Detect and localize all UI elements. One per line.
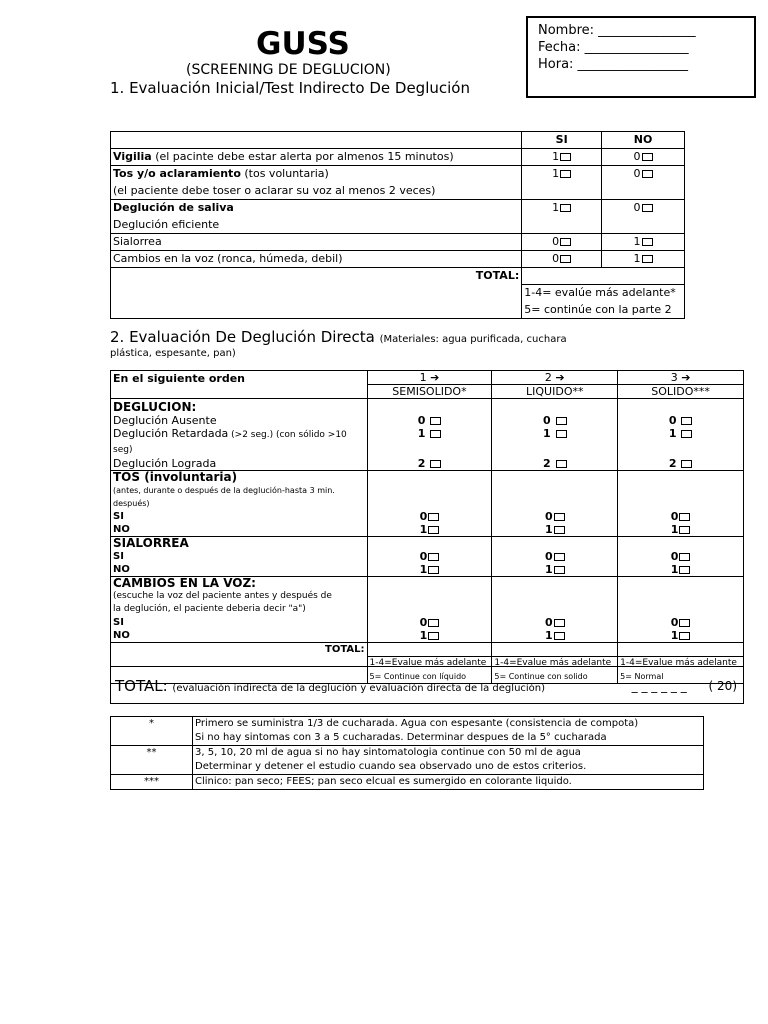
option-value: 2 xyxy=(543,457,551,470)
note-liquido-b: 5= Continue con solido xyxy=(492,670,618,684)
checkbox[interactable] xyxy=(560,153,571,161)
table-row xyxy=(111,746,704,761)
tos-no: NO xyxy=(111,523,368,537)
deglucion-ausente: Deglución Ausente xyxy=(111,414,368,427)
checkbox[interactable] xyxy=(556,460,567,468)
checkbox[interactable] xyxy=(679,553,690,561)
tos-desc-2: después) xyxy=(111,497,368,510)
checkbox[interactable] xyxy=(560,255,571,263)
footnote-text: Primero se suministra 1/3 de cucharada. Agua con espesante (consistencia de compota) xyxy=(193,717,704,732)
arrow-right-icon: ➔ xyxy=(555,371,565,384)
checkbox[interactable] xyxy=(428,526,439,534)
option-value: 1 xyxy=(668,427,677,440)
checkbox[interactable] xyxy=(428,632,439,640)
sialorrea-si: SI xyxy=(111,550,368,563)
note-solido-a: 1-4=Evalue más adelante xyxy=(618,656,744,670)
checkbox[interactable] xyxy=(642,170,653,178)
no-value: 1 xyxy=(633,252,641,265)
checkbox[interactable] xyxy=(681,460,692,468)
checkbox[interactable] xyxy=(554,632,565,640)
checkbox[interactable] xyxy=(430,460,441,468)
option-value: 1 xyxy=(544,563,553,576)
checkbox[interactable] xyxy=(554,566,565,574)
si-value: 1 xyxy=(552,150,560,163)
total-solido[interactable] xyxy=(618,643,744,657)
total-note-2: 5= continúe con la parte 2 xyxy=(522,302,685,319)
arrow-right-icon: ➔ xyxy=(430,371,440,384)
no-value: 1 xyxy=(633,235,641,248)
final-total-desc: (evaluación indirecta de la deglución y evaluación directa de la deglución) xyxy=(172,683,546,694)
section2-materials: (Materiales: agua purificada, cuchara xyxy=(379,334,567,345)
voz-si: SI xyxy=(111,616,368,629)
final-total-box xyxy=(110,666,744,704)
indirect-test-table xyxy=(110,131,685,319)
option-value: 1 xyxy=(543,427,551,440)
voz-title: CAMBIOS EN LA VOZ: xyxy=(111,577,368,591)
sialorrea-title: SIALORREA xyxy=(111,537,368,551)
row-label: Sialorrea xyxy=(111,234,522,251)
table-row xyxy=(111,166,685,183)
deglucion-lograda: Deglución Lograda xyxy=(111,457,368,471)
footnote-text: 3, 5, 10, 20 ml de agua si no hay sintomatologia continue con 50 ml de agua xyxy=(193,746,704,761)
option-value: 0 xyxy=(543,414,551,427)
si-value: 1 xyxy=(552,167,560,180)
table-row xyxy=(111,149,685,166)
si-value: 0 xyxy=(552,252,560,265)
final-total-blank[interactable]: _ _ _ _ _ _ xyxy=(631,679,687,693)
option-value: 0 xyxy=(670,616,679,629)
checkbox[interactable] xyxy=(554,513,565,521)
table-row xyxy=(111,775,704,790)
col-solido: SOLIDO*** xyxy=(618,385,744,399)
deglucion-retardada: Deglución Retardada xyxy=(113,427,229,440)
checkbox[interactable] xyxy=(681,430,692,438)
option-value: 2 xyxy=(417,457,426,470)
option-value: 1 xyxy=(670,629,679,642)
checkbox[interactable] xyxy=(560,170,571,178)
final-total-max: ( 20) xyxy=(708,679,737,693)
arrow-right-icon: ➔ xyxy=(681,371,691,384)
footnotes-table xyxy=(110,716,704,790)
table-row xyxy=(111,251,685,268)
sialorrea-no: NO xyxy=(111,563,368,577)
option-value: 1 xyxy=(417,427,426,440)
no-value: 0 xyxy=(633,201,641,214)
note-liquido-a: 1-4=Evalue más adelante xyxy=(492,656,618,670)
checkbox[interactable] xyxy=(560,238,571,246)
row-label-bold: Tos y/o aclaramiento xyxy=(113,167,241,180)
checkbox[interactable] xyxy=(681,417,692,425)
option-value: 0 xyxy=(544,510,553,523)
option-value: 0 xyxy=(544,616,553,629)
note-semisolido-a: 1-4=Evalue más adelante xyxy=(367,656,492,670)
footnote-mark: ** xyxy=(111,746,193,761)
checkbox[interactable] xyxy=(428,513,439,521)
checkbox[interactable] xyxy=(430,417,441,425)
table-row xyxy=(111,717,704,732)
option-value: 1 xyxy=(544,629,553,642)
final-total-score xyxy=(632,679,737,693)
col-si: SI xyxy=(522,132,602,149)
col-number: 2 xyxy=(544,371,552,384)
option-value: 0 xyxy=(668,414,677,427)
footnote-mark: * xyxy=(111,717,193,732)
checkbox[interactable] xyxy=(679,513,690,521)
total-label: TOTAL: xyxy=(111,268,522,285)
option-value: 1 xyxy=(419,523,428,536)
col-no: NO xyxy=(602,132,685,149)
option-value: 1 xyxy=(670,523,679,536)
checkbox[interactable] xyxy=(679,619,690,627)
voz-desc: (escuche la voz del paciente antes y después de xyxy=(111,590,368,603)
direct-total-label: TOTAL: xyxy=(111,643,368,657)
name-field[interactable]: Nombre: _______________ xyxy=(538,23,696,38)
total-liquido[interactable] xyxy=(492,643,618,657)
checkbox[interactable] xyxy=(642,153,653,161)
checkbox[interactable] xyxy=(554,526,565,534)
footnote-text: Clinico: pan seco; FEES; pan seco elcual es sumergido en colorante liquido. xyxy=(193,775,704,790)
row-label-bold: Deglución de saliva xyxy=(113,201,234,214)
row-label: (el pacinte debe estar alerta por almenos 15 minutos) xyxy=(151,150,454,163)
final-total-label: TOTAL: xyxy=(115,677,168,695)
deglucion-title: DEGLUCION: xyxy=(111,399,368,415)
col-liquido: LIQUIDO** xyxy=(492,385,618,399)
checkbox[interactable] xyxy=(679,526,690,534)
checkbox[interactable] xyxy=(679,566,690,574)
row-label: Cambios en la voz (ronca, húmeda, debil) xyxy=(111,251,522,268)
checkbox[interactable] xyxy=(642,238,653,246)
si-value: 1 xyxy=(552,201,560,214)
si-value: 0 xyxy=(552,235,560,248)
section2-title: 2. Evaluación De Deglución Directa xyxy=(110,328,375,346)
checkbox[interactable] xyxy=(556,430,567,438)
tos-desc: (antes, durante o después de la deglución-hasta 3 min. xyxy=(111,484,368,497)
no-value: 0 xyxy=(633,167,641,180)
section2-heading xyxy=(110,328,567,346)
option-value: 1 xyxy=(544,523,553,536)
option-value: 0 xyxy=(419,550,428,563)
form-subtitle: (SCREENING DE DEGLUCION) xyxy=(186,62,391,78)
table-row xyxy=(111,200,685,217)
table-row xyxy=(111,234,685,251)
checkbox[interactable] xyxy=(428,619,439,627)
total-value[interactable] xyxy=(522,268,685,285)
checkbox[interactable] xyxy=(430,430,441,438)
total-note-1: 1-4= evalúe más adelante* xyxy=(522,285,685,302)
option-value: 0 xyxy=(544,550,553,563)
deglucion-retardada-note: (>2 seg.) (con sólido >10 seg) xyxy=(113,430,347,455)
section2-materials-2: plástica, espesante, pan) xyxy=(110,348,236,359)
order-label: En el siguiente orden xyxy=(111,371,368,385)
option-value: 0 xyxy=(417,414,426,427)
option-value: 0 xyxy=(419,510,428,523)
checkbox[interactable] xyxy=(560,204,571,212)
option-value: 2 xyxy=(668,457,677,470)
row-label-bold: Vigilia xyxy=(113,150,152,163)
row-label-2: (el paciente debe toser o aclarar su voz al menos 2 veces) xyxy=(111,183,522,200)
voz-no: NO xyxy=(111,629,368,643)
patient-info-box xyxy=(526,16,756,98)
row-label: (tos voluntaria) xyxy=(240,167,329,180)
option-value: 0 xyxy=(670,510,679,523)
tos-title: TOS (involuntaria) xyxy=(111,471,368,485)
option-value: 0 xyxy=(419,616,428,629)
footnote-text-2: Si no hay sintomas con 3 a 5 cucharadas. Determinar despues de la 5° cucharada xyxy=(193,731,704,746)
footnote-text-2: Determinar y detener el estudio cuando sea observado uno de estos criterios. xyxy=(193,760,704,775)
checkbox[interactable] xyxy=(642,255,653,263)
col-number: 1 xyxy=(419,371,427,384)
blank-header xyxy=(111,132,522,149)
checkbox[interactable] xyxy=(428,566,439,574)
footnote-mark: *** xyxy=(111,775,193,790)
note-solido-b: 5= Normal xyxy=(618,670,744,684)
checkbox[interactable] xyxy=(554,553,565,561)
time-field[interactable]: Hora: _________________ xyxy=(538,57,689,72)
checkbox[interactable] xyxy=(642,204,653,212)
form-title: GUSS xyxy=(256,26,350,62)
no-value: 0 xyxy=(633,150,641,163)
option-value: 1 xyxy=(670,563,679,576)
date-field[interactable]: Fecha: ________________ xyxy=(538,40,689,55)
checkbox[interactable] xyxy=(679,632,690,640)
note-semisolido-b: 5= Continue con líquido xyxy=(367,670,492,684)
checkbox[interactable] xyxy=(556,417,567,425)
checkbox[interactable] xyxy=(554,619,565,627)
total-semisolido[interactable] xyxy=(367,643,492,657)
col-number: 3 xyxy=(670,371,678,384)
col-semisolido: SEMISOLIDO* xyxy=(367,385,492,399)
option-value: 1 xyxy=(419,629,428,642)
option-value: 1 xyxy=(419,563,428,576)
row-label-2: Deglución eficiente xyxy=(111,217,522,234)
tos-si: SI xyxy=(111,510,368,523)
option-value: 0 xyxy=(670,550,679,563)
section1-heading: 1. Evaluación Inicial/Test Indirecto De Deglución xyxy=(110,79,470,97)
direct-test-table xyxy=(110,370,744,684)
voz-desc-2: la deglución, el paciente deberia decir "a") xyxy=(111,603,368,616)
checkbox[interactable] xyxy=(428,553,439,561)
